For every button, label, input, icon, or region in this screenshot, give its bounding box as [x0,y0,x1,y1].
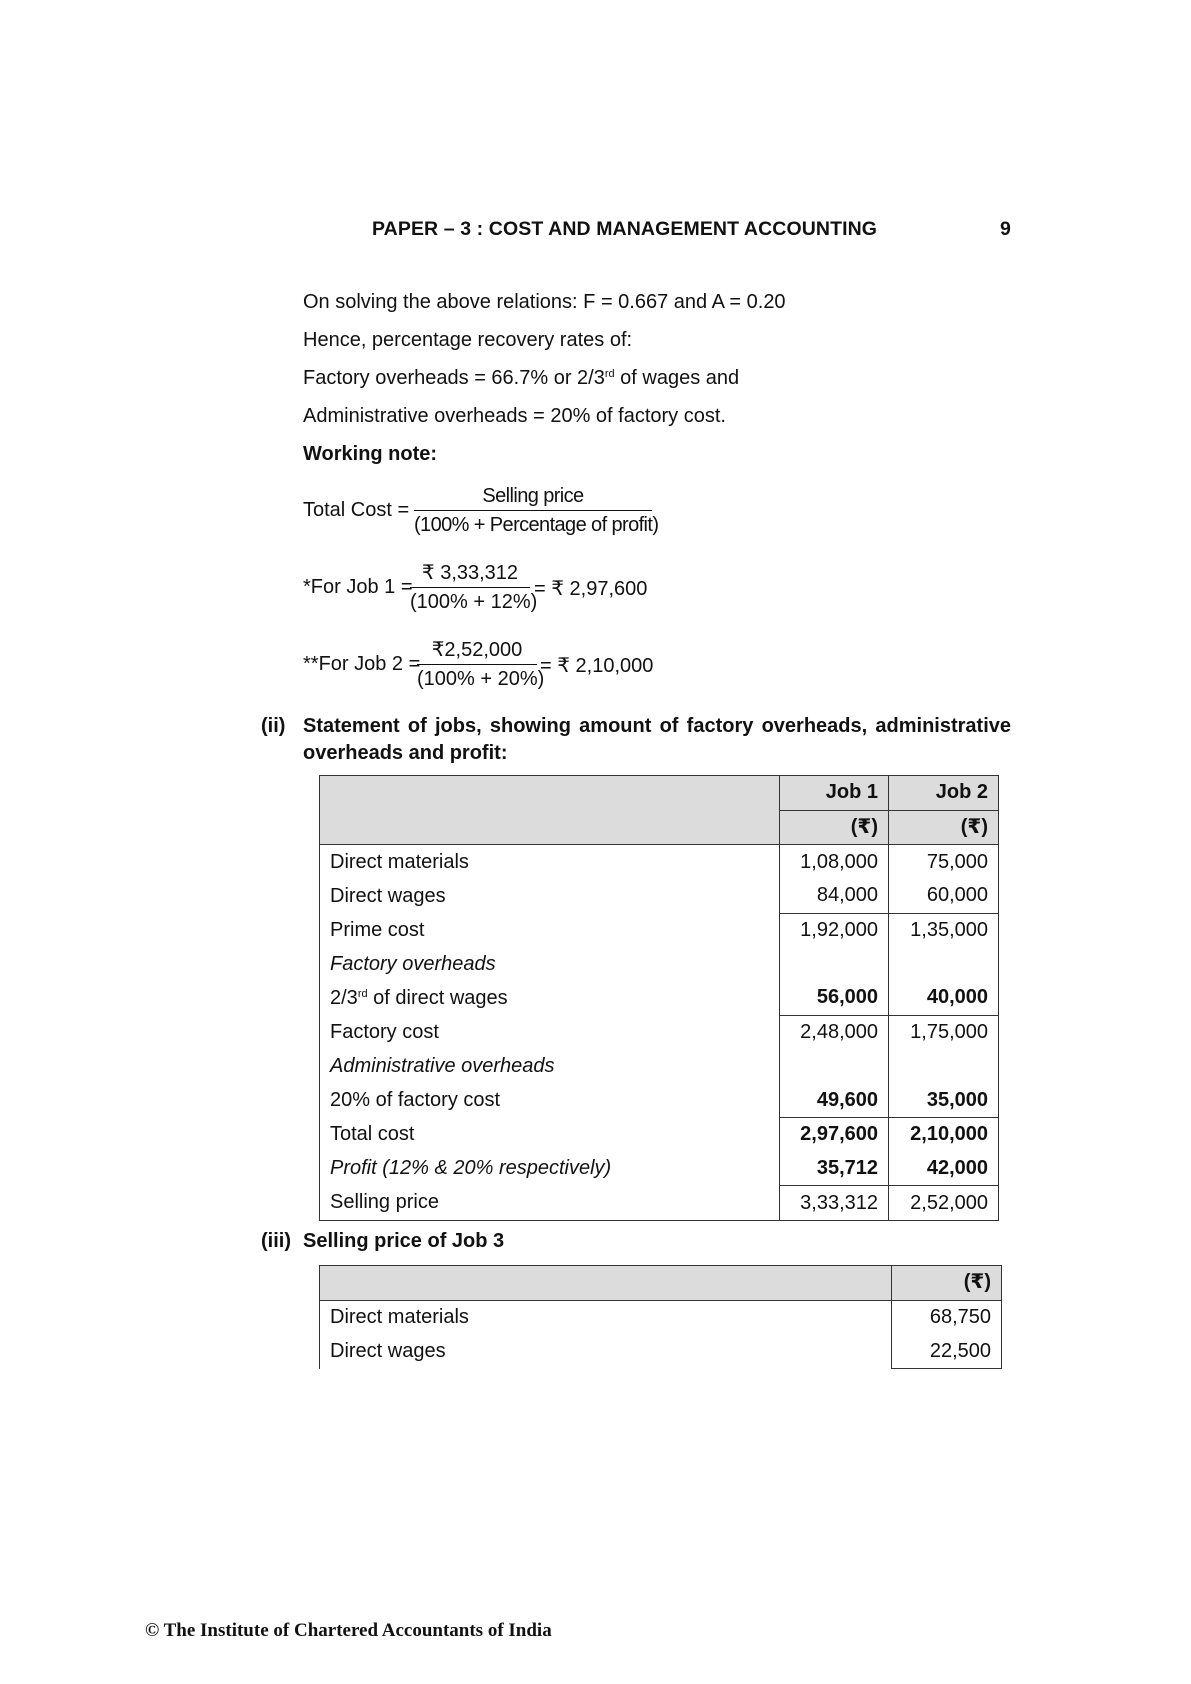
job1-calc-result: = ₹ 2,97,600 [534,578,648,600]
job1-value: 2,48,000 [780,1015,889,1049]
row-value: 68,750 [892,1300,1002,1334]
table-row [320,1117,999,1151]
job2-value: 2,10,000 [889,1117,999,1151]
row-label: Factory cost [320,1015,780,1049]
section-ii-heading-line-2: overheads and profit: [303,742,508,764]
table-row [320,845,999,879]
fraction-numerator: ₹ 3,33,312 [421,562,519,584]
working-note-heading: Working note: [303,443,438,465]
job2-value: 1,35,000 [889,913,999,947]
job2-calc-result: = ₹ 2,10,000 [540,655,654,677]
row-label: Selling price [320,1186,780,1221]
section-ii-heading-line-1: Statement of jobs, showing amount of factory overheads, administrative [303,715,1011,737]
table-row [320,913,999,947]
job1-value: 56,000 [780,981,889,1015]
section-iii-heading: Selling price of Job 3 [303,1230,505,1252]
job-statement-table [319,775,999,1221]
section-ii-marker: (ii) [261,715,286,737]
fraction-bar [410,587,530,588]
table-header-row [320,776,999,811]
job2-value: 42,000 [889,1152,999,1186]
row-label: Administrative overheads [320,1050,780,1084]
job1-value [780,947,889,981]
job2-value: 1,75,000 [889,1015,999,1049]
table-unit-row [320,810,999,845]
job2-value: 60,000 [889,879,999,913]
unit-blank-cell [320,810,780,845]
fraction-numerator: Selling price [482,485,584,507]
job1-value: 1,08,000 [780,845,889,879]
job1-value [780,1050,889,1084]
row-label: 20% of factory cost [320,1083,780,1117]
total-cost-label: Total Cost = [303,499,410,521]
row-label-text-end: of direct wages [367,986,508,1009]
row-label: Total cost [320,1117,780,1151]
fraction-denominator: (100% + 12%) [410,591,538,613]
row-label: Factory overheads [320,947,780,981]
row-label: Direct wages [320,1334,892,1368]
fraction-denominator: (100% + 20%) [417,668,545,690]
intro-line-2: Hence, percentage recovery rates of: [303,329,633,351]
table-row [320,1083,999,1117]
job1-value: 35,712 [780,1152,889,1186]
job2-value: 35,000 [889,1083,999,1117]
row-label: Profit (12% & 20% respectively) [320,1152,780,1186]
table-header-row [320,1266,1002,1301]
section-iii-marker: (iii) [261,1230,291,1252]
job1-calc-label: *For Job 1 = [303,576,413,598]
fraction-denominator: (100% + Percentage of profit) [414,514,659,536]
job1-value: 3,33,312 [780,1186,889,1221]
page-header-title: PAPER – 3 : COST AND MANAGEMENT ACCOUNTING [372,218,878,240]
job2-value: 75,000 [889,845,999,879]
job2-fraction [417,638,545,691]
job1-value: 84,000 [780,879,889,913]
intro-line-3-text-end: of wages and [614,367,740,389]
footer-copyright: © The Institute of Chartered Accountants of India [145,1620,552,1641]
job3-price-table [319,1265,1002,1369]
col-header-job1: Job 1 [780,776,889,811]
fraction-bar [417,664,537,665]
table-row [320,1186,999,1221]
table-row [320,1334,1002,1368]
superscript: rd [604,368,615,380]
job2-value [889,1050,999,1084]
intro-line-4: Administrative overheads = 20% of factory cost. [303,405,726,427]
job1-value: 2,97,600 [780,1117,889,1151]
row-value: 22,500 [892,1334,1002,1368]
row-label: Direct wages [320,879,780,913]
job1-fraction [410,561,538,614]
row-label: Direct materials [320,845,780,879]
table-row [320,1015,999,1049]
superscript: rd [357,987,368,1000]
intro-line-3-text: Factory overheads = 66.7% or 2/3 [303,367,605,389]
table-row [320,879,999,913]
intro-line-1: On solving the above relations: F = 0.667 and A = 0.20 [303,291,786,313]
col-header-job2: Job 2 [889,776,999,811]
job1-value: 49,600 [780,1083,889,1117]
row-label: Prime cost [320,913,780,947]
header-blank-cell [320,1266,892,1301]
table-row [320,1050,999,1084]
unit-job2: (₹) [889,810,999,845]
job2-value: 40,000 [889,981,999,1015]
fraction-bar [414,510,652,511]
job2-value: 2,52,000 [889,1186,999,1221]
table-row [320,947,999,981]
job1-value: 1,92,000 [780,913,889,947]
row-label: Direct materials [320,1300,892,1334]
header-blank-cell [320,776,780,811]
row-label-text: 2/3 [330,986,358,1009]
unit-header: (₹) [892,1266,1002,1301]
fraction-numerator: ₹2,52,000 [431,639,523,661]
intro-line-3 [303,367,739,390]
total-cost-fraction [414,484,659,537]
table-row [320,981,999,1015]
table-row [320,1152,999,1186]
job2-value [889,947,999,981]
page-number: 9 [1000,218,1011,240]
row-label [320,981,780,1015]
table-row [320,1300,1002,1334]
unit-job1: (₹) [780,810,889,845]
job2-calc-label: **For Job 2 = [303,653,421,675]
